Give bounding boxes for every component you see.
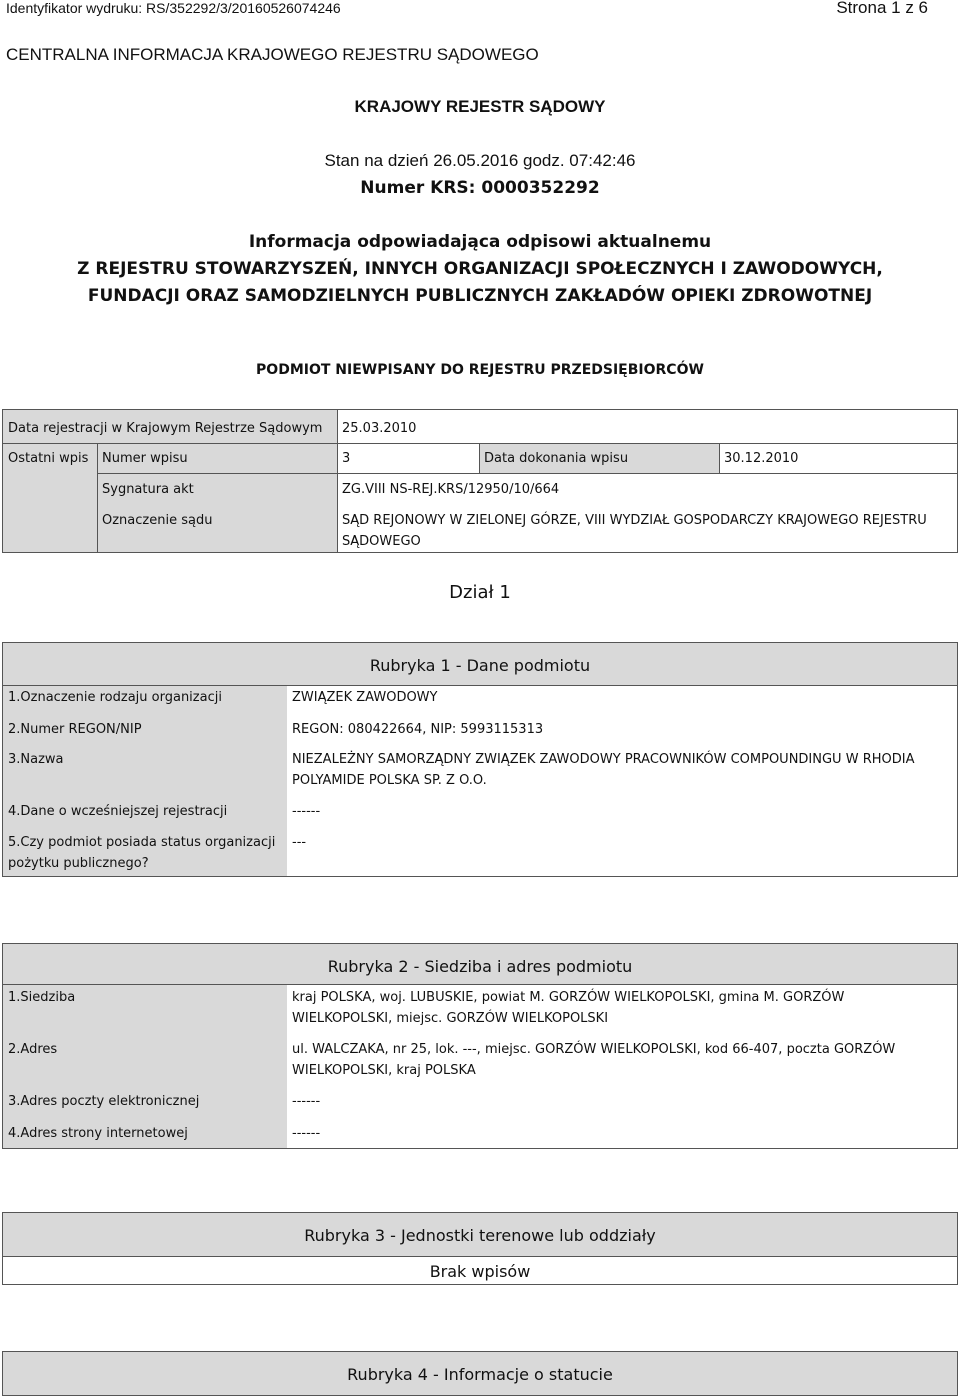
last-entry-label: Ostatni wpis: [8, 451, 89, 466]
r1-value-5: ---: [292, 835, 307, 850]
r2-value-4: ------: [292, 1126, 321, 1141]
r1-value-2: REGON: 080422664, NIP: 5993115313: [292, 722, 544, 737]
rubryka-3: [2, 1212, 958, 1285]
info-line-1: Informacja odpowiadająca odpisowi aktualnemu: [248, 232, 712, 252]
registration-table: [2, 409, 958, 553]
podmiot-status: PODMIOT NIEWPISANY DO REJESTRU PRZEDSIĘBIORCÓW: [256, 362, 704, 378]
registry-title: KRAJOWY REJESTR SĄDOWY: [354, 97, 606, 116]
registration-date-label: Data rejestracji w Krajowym Rejestrze Sądowym: [8, 421, 323, 436]
print-id: Identyfikator wydruku: RS/352292/3/20160526074246: [6, 0, 341, 16]
krs-number: Numer KRS: 0000352292: [360, 178, 600, 198]
r2-value-2: ul. WALCZAKA, nr 25, lok. ---, miejsc. GORZÓW WIELKOPOLSKI, kod 66-407, poczta GORZÓW WIELKOPOLSKI, kraj POLSKA: [292, 1042, 896, 1078]
page-number: Strona 1 z 6: [836, 0, 928, 17]
status-date: Stan na dzień 26.05.2016 godz. 07:42:46: [324, 151, 636, 170]
rubryka-1-title: Rubryka 1 - Dane podmiotu: [369, 656, 591, 675]
r2-label-1: 1.Siedziba: [8, 990, 76, 1005]
entry-number-label: Numer wpisu: [102, 451, 188, 466]
r2-label-3: 3.Adres poczty elektronicznej: [8, 1094, 200, 1109]
r1-label-3: 3.Nazwa: [8, 752, 64, 767]
r2-value-3: ------: [292, 1094, 321, 1109]
r2-label-2: 2.Adres: [8, 1042, 58, 1057]
info-line-3: FUNDACJI ORAZ SAMODZIELNYCH PUBLICZNYCH ZAKŁADÓW OPIEKI ZDROWOTNEJ: [87, 286, 873, 306]
r1-value-3: NIEZALEŻNY SAMORZĄDNY ZWIĄZEK ZAWODOWY PRACOWNIKÓW COMPOUNDINGU W RHODIA POLYAMIDE POLSKA SP. Z O.O.: [292, 752, 915, 788]
rubryka-3-title: Rubryka 3 - Jednostki terenowe lub oddziały: [304, 1226, 656, 1245]
rubryka-4: [2, 1351, 958, 1396]
entry-number-value: 3: [342, 451, 351, 466]
section-title: Dział 1: [449, 582, 511, 603]
court-label: Oznaczenie sądu: [102, 513, 213, 528]
entry-date-value: 30.12.2010: [724, 451, 799, 466]
rubryka-1: [2, 642, 958, 877]
r1-value-4: ------: [292, 804, 321, 819]
org-name: CENTRALNA INFORMACJA KRAJOWEGO REJESTRU SĄDOWEGO: [6, 45, 539, 64]
r1-label-2: 2.Numer REGON/NIP: [8, 722, 142, 737]
r1-label-5: 5.Czy podmiot posiada status organizacji pożytku publicznego?: [8, 835, 276, 871]
court-value: SĄD REJONOWY W ZIELONEJ GÓRZE, VIII WYDZIAŁ GOSPODARCZY KRAJOWEGO REJESTRU SĄDOWEGO: [342, 513, 927, 549]
rubryka-2-title: Rubryka 2 - Siedziba i adres podmiotu: [327, 957, 633, 976]
entry-date-label: Data dokonania wpisu: [484, 451, 629, 466]
r1-value-1: ZWIĄZEK ZAWODOWY: [292, 690, 438, 705]
r1-label-1: 1.Oznaczenie rodzaju organizacji: [8, 690, 222, 705]
rubryka-2: [2, 943, 958, 1149]
registration-date-value: 25.03.2010: [342, 421, 417, 436]
r2-label-4: 4.Adres strony internetowej: [8, 1126, 188, 1141]
signature-label: Sygnatura akt: [102, 482, 194, 497]
r1-label-4: 4.Dane o wcześniejszej rejestracji: [8, 804, 228, 819]
signature-value: ZG.VIII NS-REJ.KRS/12950/10/664: [342, 482, 560, 497]
info-line-2: Z REJESTRU STOWARZYSZEŃ, INNYCH ORGANIZACJI SPOŁECZNYCH I ZAWODOWYCH,: [77, 259, 883, 279]
rubryka-3-empty: Brak wpisów: [429, 1262, 531, 1281]
rubryka-4-title: Rubryka 4 - Informacje o statucie: [347, 1365, 613, 1384]
r2-value-1: kraj POLSKA, woj. LUBUSKIE, powiat M. GORZÓW WIELKOPOLSKI, gmina M. GORZÓW WIELKOPOLSKI, miejsc. GORZÓW WIELKOPOLSKI: [292, 990, 845, 1026]
